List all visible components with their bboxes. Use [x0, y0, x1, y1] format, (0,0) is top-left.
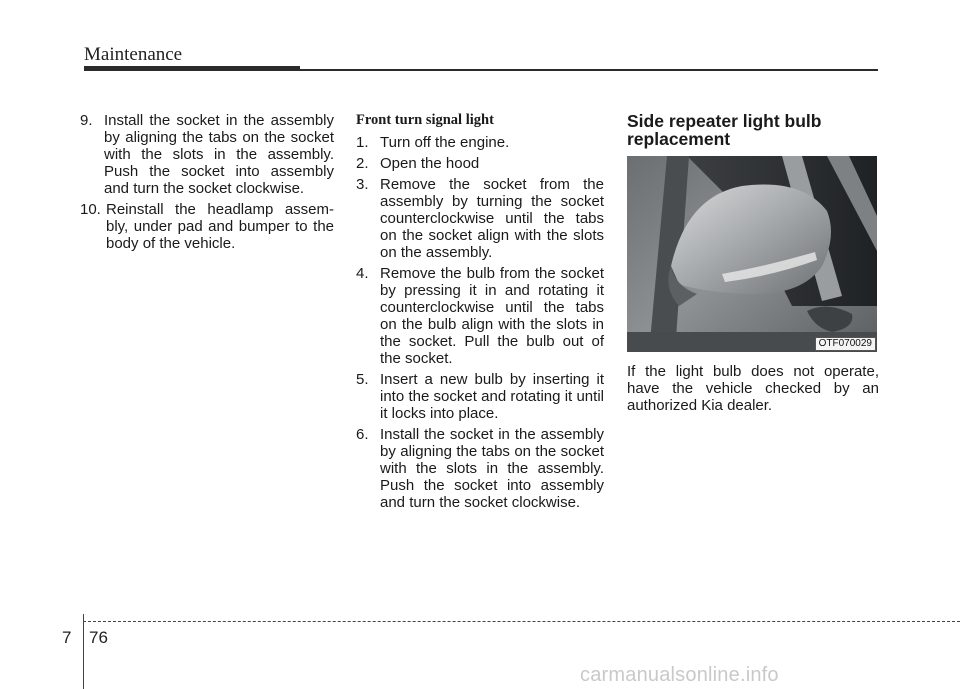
step-item	[356, 155, 604, 172]
section-title-side-repeater: Side repeater light bulb replacement	[627, 111, 822, 149]
page-number: 76	[89, 628, 108, 647]
subheading-front-turn-signal: Front turn signal light	[356, 112, 494, 128]
side-mirror-figure	[627, 156, 877, 352]
step-item	[356, 265, 604, 367]
site-watermark: carmanualsonline.info	[580, 664, 779, 686]
column-2	[356, 112, 604, 515]
step-text: Turn off the engine.	[380, 134, 510, 151]
step-text: Insert a new bulb by inserting it into the socket and rotating it until it locks into place.	[380, 371, 604, 422]
side-mirror-illustration	[627, 156, 877, 352]
chapter-number: 7	[62, 628, 72, 647]
step-text: Install the socket in the assembly by aligning the tabs on the socket with the slots in the assembly. Push the socket into assembly and turn the socket clockwise.	[380, 426, 604, 511]
column-3	[627, 112, 879, 414]
step-item	[356, 134, 604, 151]
step-item	[356, 176, 604, 261]
column-1	[80, 112, 334, 256]
step-list-headlamp	[80, 112, 334, 252]
step-number: 9.	[80, 112, 93, 129]
step-number: 1.	[356, 134, 369, 151]
step-number: 6.	[356, 426, 369, 443]
step-number: 4.	[356, 265, 369, 282]
header-rule-thin	[300, 69, 878, 71]
side-repeater-paragraph: If the light bulb does not operate, have the vehicle checked by an authorized Kia dealer.	[627, 363, 879, 414]
step-text: Open the hood	[380, 155, 480, 172]
page-header-title: Maintenance	[84, 44, 183, 65]
step-text: Reinstall the headlamp assem-bly, under pad and bumper to the body of the vehicle.	[106, 201, 334, 252]
figure-code-label: OTF070029	[815, 337, 876, 351]
step-text: Remove the bulb from the socket by pressing it in and rotating it counterclockwise until the tabs on the bulb align with the slots in the socket. Pull the bulb out of the socket.	[380, 265, 604, 367]
step-number: 10.	[80, 201, 101, 218]
step-item	[356, 426, 604, 511]
footer-vertical-rule	[83, 614, 84, 689]
footer-dashed-rule	[83, 621, 960, 622]
step-number: 2.	[356, 155, 369, 172]
step-list-front-turn-signal	[356, 134, 604, 511]
step-number: 3.	[356, 176, 369, 193]
step-text: Install the socket in the assembly by aligning the tabs on the socket with the slots in the assembly. Push the socket into assembly and turn the socket clockwise.	[104, 112, 334, 197]
step-item	[80, 112, 334, 197]
step-number: 5.	[356, 371, 369, 388]
step-item	[80, 201, 334, 252]
header-rule-thick	[84, 66, 300, 71]
step-item	[356, 371, 604, 422]
step-text: Remove the socket from the assembly by turning the socket counterclockwise until the tabs on the socket align with the slots on the assembly.	[380, 176, 604, 261]
